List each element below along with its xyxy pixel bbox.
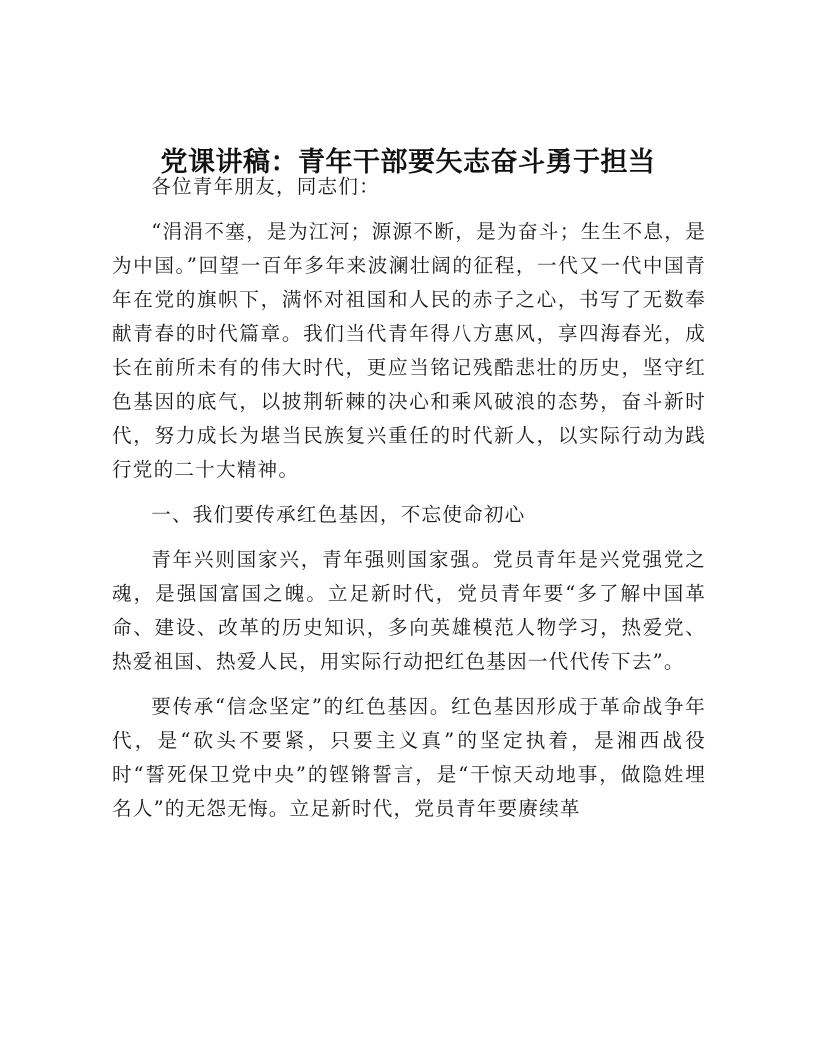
section-heading-1: 一、我们要传承红色基因，不忘使命初心 [151,503,526,526]
paragraph-intro: “涓涓不塞，是为江河；源源不断，是为奋斗；生生不息，是为中国。”回望一百年多年来波澜壮阔的征程，一代又一代中国青年在党的旗帜下，满怀对祖国和人民的赤子之心，书写了无数奉献青春的时代篇章。我们当代青年得八方惠风，享四海春光，成长在前所未有的伟大时代，更应当铭记残酷悲壮的历史，坚守红色基因的底气，以披荆斩棘的决心和乘风破浪的态势，奋斗新时代，努力成长为堪当民族复兴重任的时代新人，以实际行动为践行党的二十大精神。 [112,220,706,481]
paragraph-section-1: 青年兴则国家兴，青年强则国家强。党员青年是兴党强党之魂，是强国富国之魄。立足新时代，党员青年要“多了解中国革命、建设、改革的历史知识，多向英雄模范人物学习，热爱党、热爱祖国、热爱人民，用实际行动把红色基因一代代传下去”。 [112,548,706,673]
document-body [112,170,706,837]
salutation: 各位青年朋友，同志们： [151,175,380,198]
paragraph-red-gene: 要传承“信念坚定”的红色基因。红色基因形成于革命战争年代，是“砍头不要紧，只要主义真”的坚定执着，是湘西战役时“誓死保卫党中央”的铿锵誓言，是“干惊天动地事，做隐姓埋名人”的无怨无悔。立足新时代，党员青年要赓续革 [112,695,706,820]
document-title: 党课讲稿：青年干部要矢志奋斗勇于担当 [160,147,656,178]
